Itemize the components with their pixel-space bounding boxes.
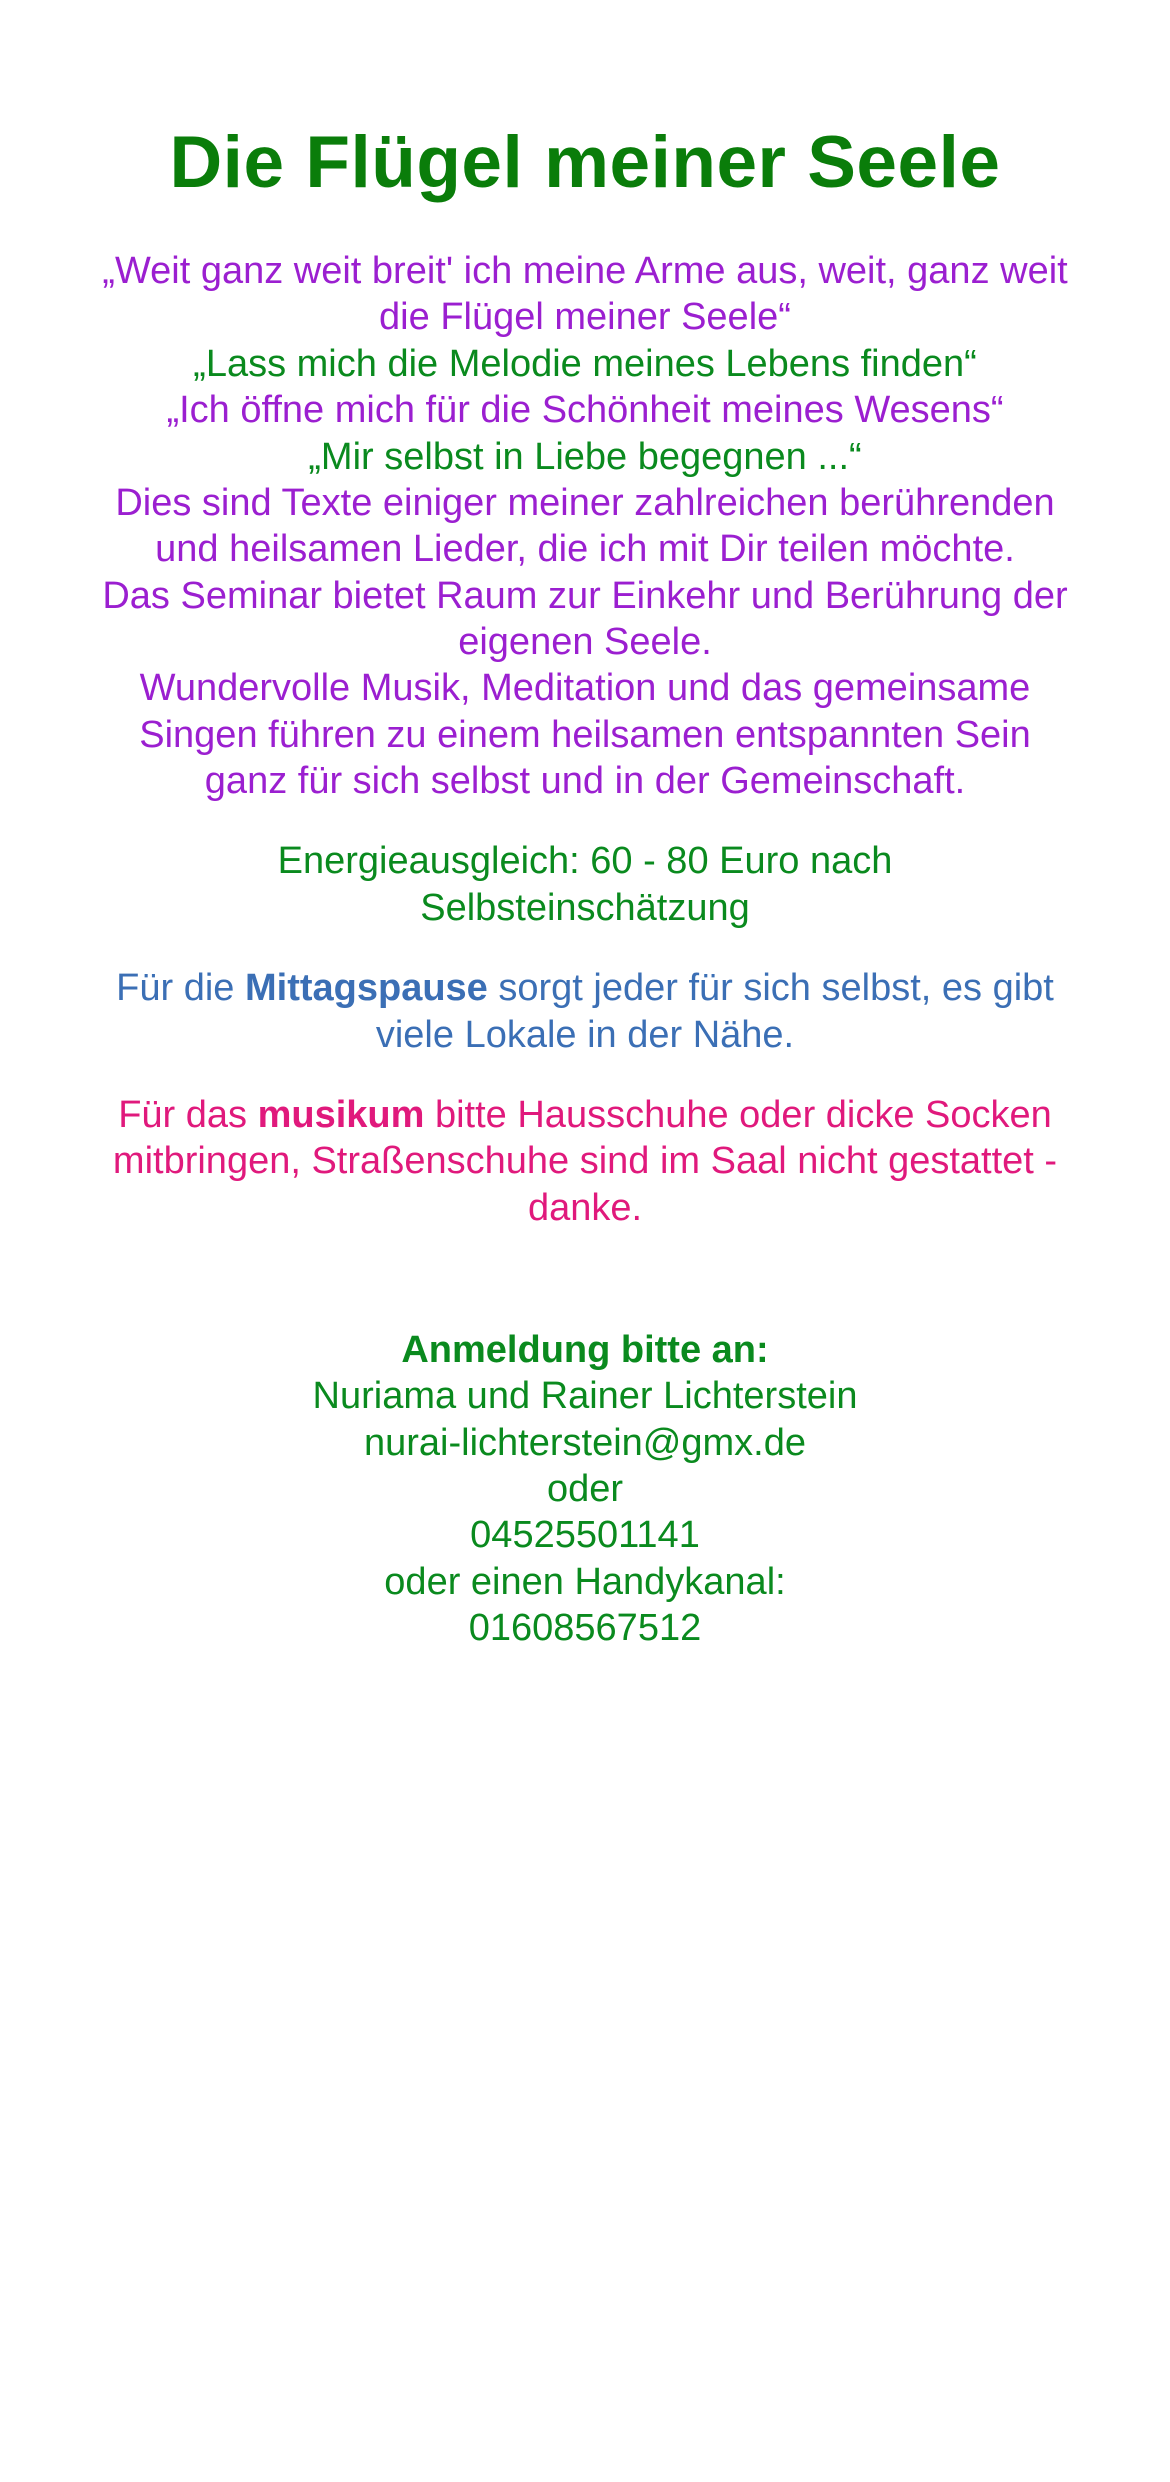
- description-paragraph-3: Wundervolle Musik, Meditation und das gemeinsame Singen führen zu einem heilsamen entspannten Sein ganz für sich selbst und in der Gemeinschaft.: [139, 667, 1031, 803]
- registration-mobile[interactable]: 01608567512: [468, 1607, 702, 1650]
- page-title: Die Flügel meiner Seele: [169, 122, 1001, 203]
- spacer: [95, 1058, 1075, 1092]
- lunch-note: [95, 965, 1075, 1058]
- quote-4: „Mir selbst in Liebe begegnen ...“: [308, 435, 862, 478]
- price-line-1: Energieausgleich: 60 - 80 Euro nach: [277, 840, 893, 883]
- registration-or-2: oder einen Handykanal:: [384, 1560, 786, 1603]
- registration-phone[interactable]: 04525501141: [470, 1514, 700, 1557]
- price-info: [95, 838, 1075, 931]
- spacer: [95, 804, 1075, 838]
- description-paragraph-1: Dies sind Texte einiger meiner zahlreichen berührenden und heilsamen Lieder, die ich mit Dir teilen möchte.: [115, 481, 1055, 571]
- lunch-suffix: sorgt jeder für sich selbst, es gibt viele Lokale in der Nähe.: [375, 967, 1054, 1056]
- spacer: [95, 1231, 1075, 1327]
- spacer: [95, 931, 1075, 965]
- shoes-note: [95, 1092, 1075, 1231]
- quote-1: „Weit ganz weit breit' ich meine Arme aus, weit, ganz weit die Flügel meiner Seele“: [102, 250, 1068, 339]
- description-paragraph-2: Das Seminar bietet Raum zur Einkehr und Berührung der eigenen Seele.: [102, 574, 1068, 663]
- registration-heading: Anmeldung bitte an:: [401, 1328, 769, 1371]
- registration-names: Nuriama und Rainer Lichterstein: [312, 1375, 858, 1418]
- shoes-suffix: bitte Hausschuhe oder dicke Socken mitbringen, Straßenschuhe sind im Saal nicht gestattet - danke.: [112, 1093, 1058, 1229]
- shoes-emphasis: musikum: [257, 1093, 425, 1136]
- lunch-prefix: Für die: [116, 967, 245, 1010]
- registration-email[interactable]: nurai-lichterstein@gmx.de: [364, 1421, 806, 1464]
- shoes-prefix: Für das: [118, 1093, 258, 1136]
- registration-block: [95, 1327, 1075, 1652]
- price-line-2: Selbsteinschätzung: [420, 886, 750, 929]
- quote-2: „Lass mich die Melodie meines Lebens finden“: [193, 342, 977, 385]
- registration-or-1: oder: [546, 1468, 624, 1511]
- quote-3: „Ich öffne mich für die Schönheit meines Wesens“: [166, 389, 1004, 432]
- lunch-emphasis: Mittagspause: [244, 967, 488, 1010]
